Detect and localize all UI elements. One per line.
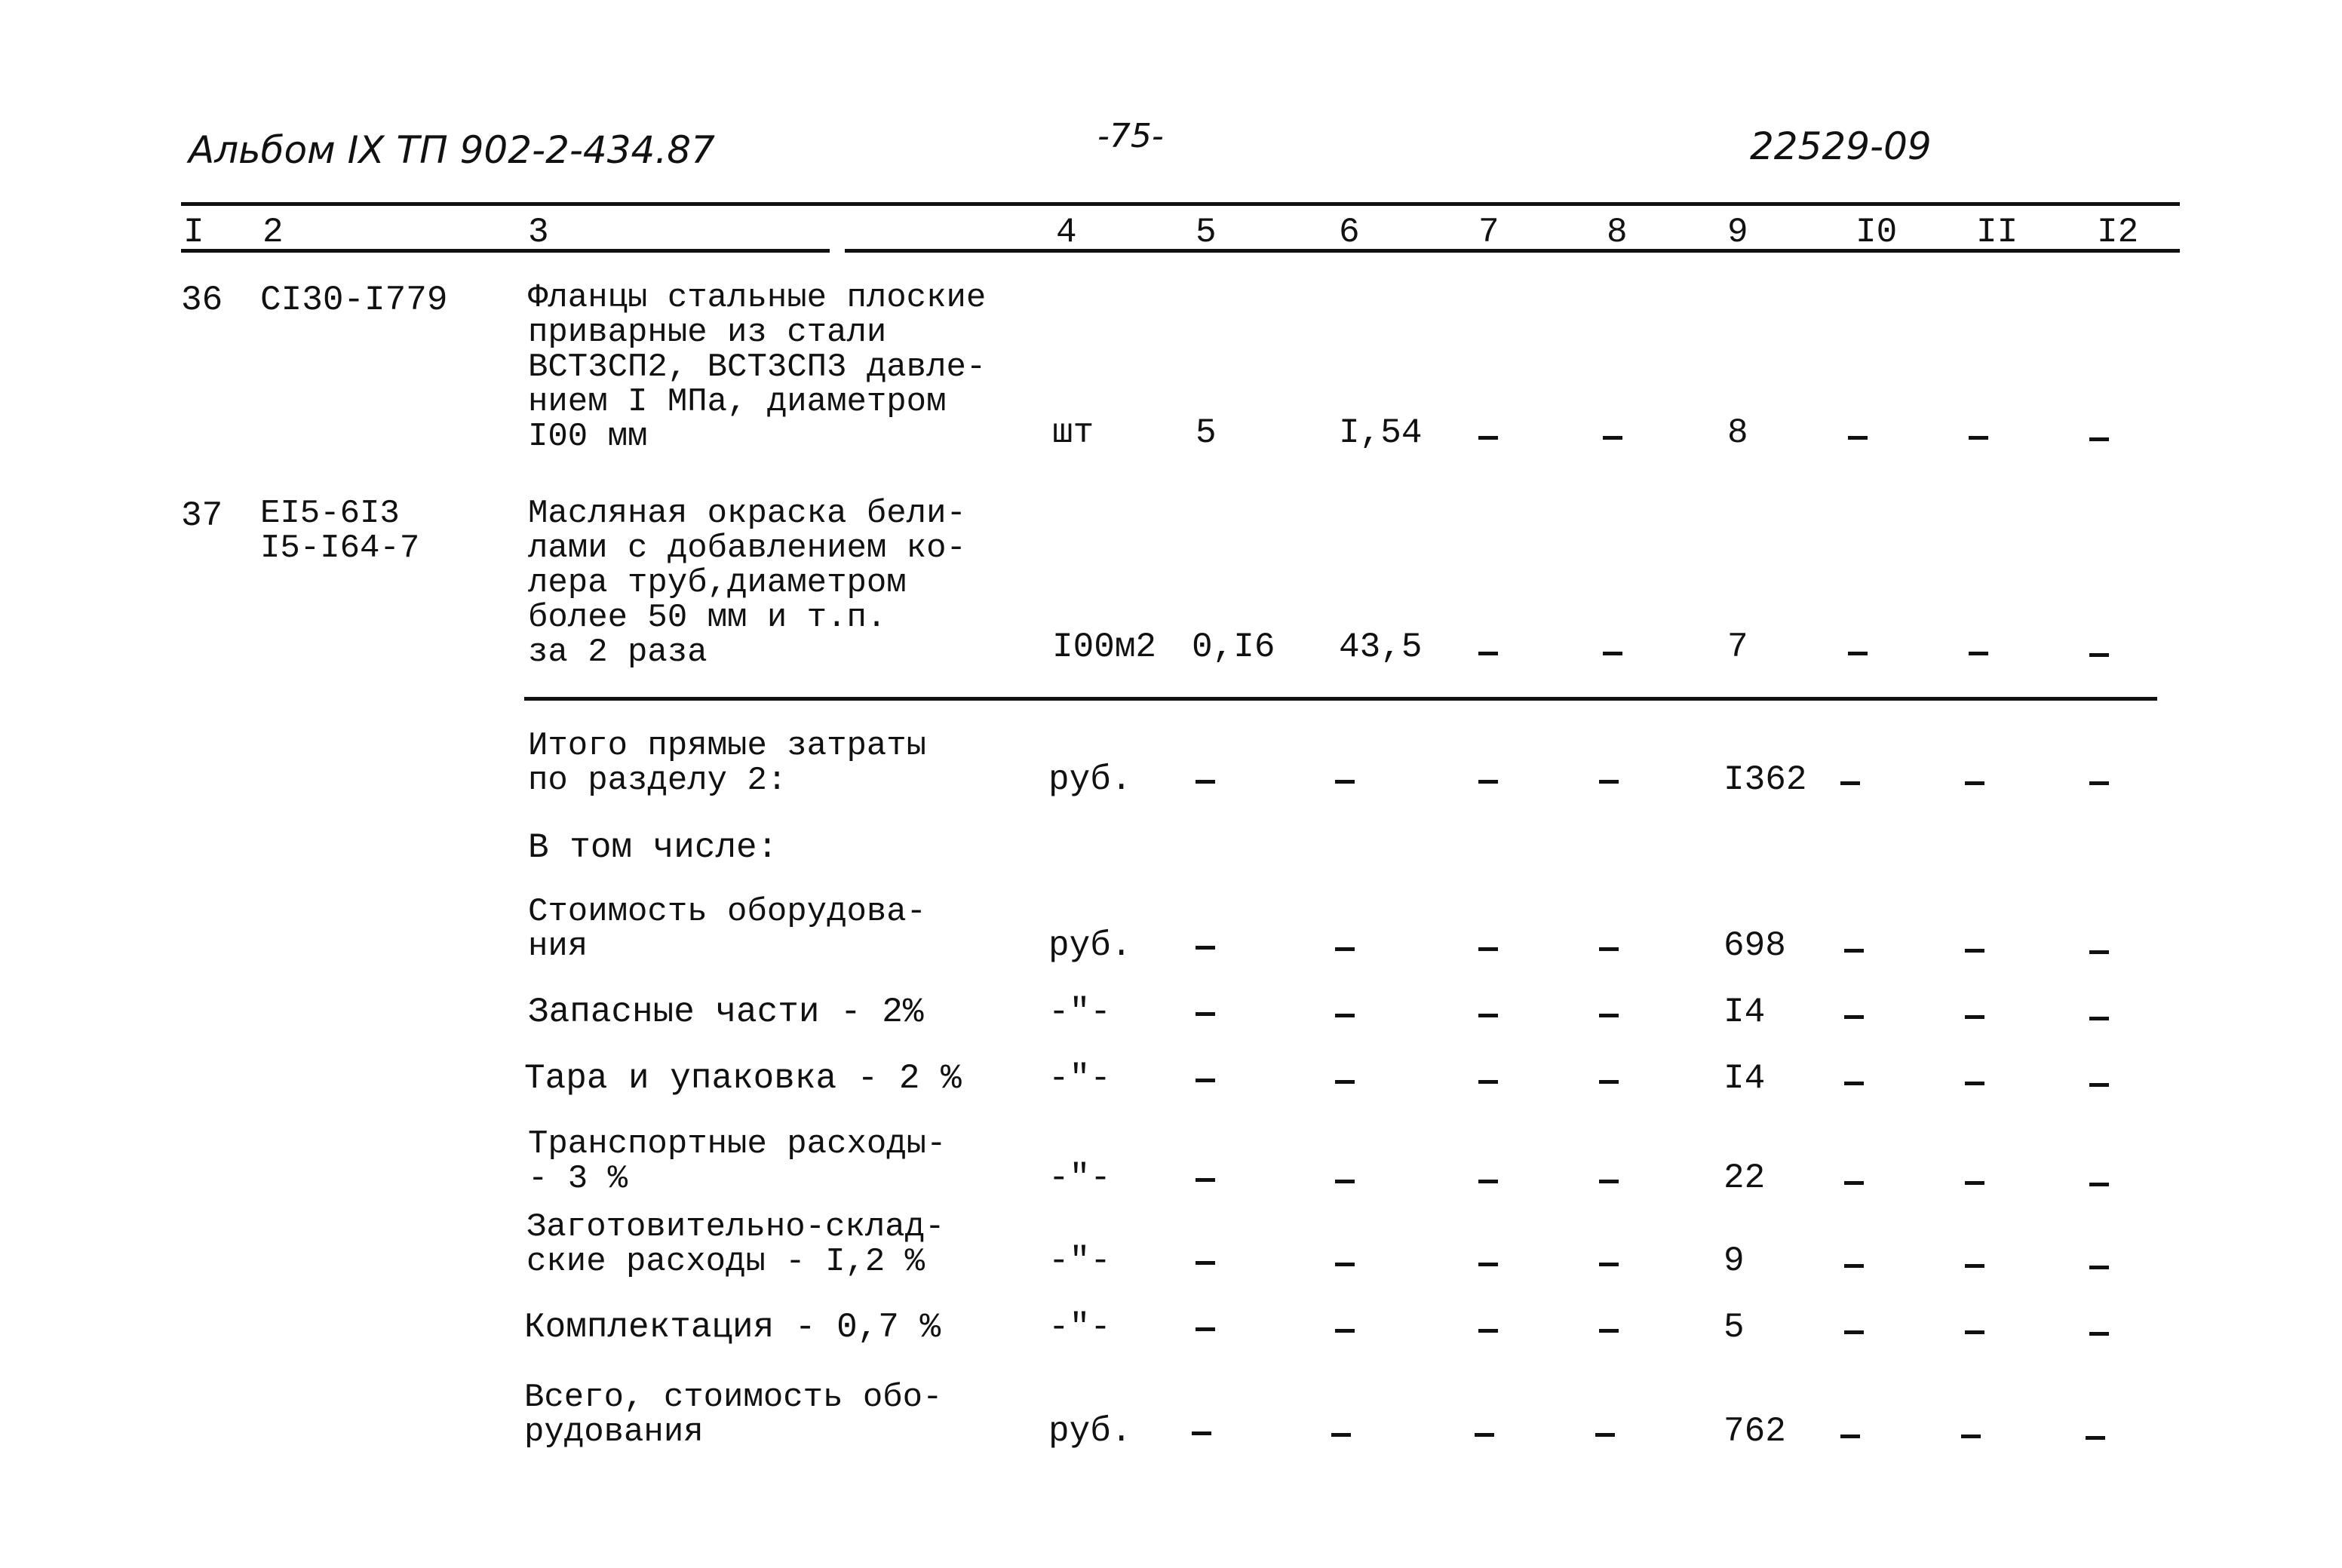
cell-dash xyxy=(1478,1080,1498,1084)
cell-dash xyxy=(1475,1433,1494,1437)
cell-cost: 22 xyxy=(1724,1158,1766,1198)
column-header: 9 xyxy=(1727,213,1748,252)
cell-dash xyxy=(1844,949,1864,953)
cell-dash xyxy=(1196,1012,1215,1016)
cell-dash xyxy=(1599,1263,1619,1266)
summary-label: Запасные части - 2% xyxy=(528,993,924,1032)
cell-dash xyxy=(1478,436,1498,440)
summary-label: Тара и упаковка - 2 % xyxy=(524,1059,962,1098)
cell-dash xyxy=(2089,1183,2109,1186)
cell-dash xyxy=(1335,1329,1355,1333)
cell-value: 43,5 xyxy=(1339,628,1423,667)
cell-dash xyxy=(1840,781,1860,785)
cell-dash xyxy=(1599,947,1619,951)
cell-dash xyxy=(1192,1431,1211,1435)
cell-dash xyxy=(1478,1014,1498,1017)
cell-dash xyxy=(1335,1263,1355,1266)
cell-dash xyxy=(1965,1264,1984,1268)
cell-unit: -"- xyxy=(1048,1308,1111,1347)
column-header: I xyxy=(183,213,204,252)
column-header: II xyxy=(1976,213,2018,252)
cell-dash xyxy=(1603,436,1622,440)
column-header: 5 xyxy=(1196,213,1217,252)
cell-dash xyxy=(1331,1433,1351,1437)
cell-cost: 7 xyxy=(1727,628,1748,667)
cell-dash xyxy=(1196,946,1215,950)
summary-subheading: В том числе: xyxy=(528,828,778,867)
cell-dash xyxy=(1335,1080,1355,1084)
cell-cost: 9 xyxy=(1724,1241,1745,1281)
cell-dash xyxy=(1478,1329,1498,1333)
cell-dash xyxy=(1965,1015,1984,1019)
cell-dash xyxy=(1965,781,1984,785)
column-header: 8 xyxy=(1607,213,1628,252)
cell-dash xyxy=(1965,1082,1984,1085)
column-header: I0 xyxy=(1855,213,1898,252)
cell-unit: I00м2 xyxy=(1052,628,1157,667)
cell-dash xyxy=(1599,1014,1619,1017)
cell-quantity: 0,I6 xyxy=(1192,628,1275,667)
column-header: I2 xyxy=(2097,213,2139,252)
cell-dash xyxy=(1840,1435,1860,1438)
cell-dash xyxy=(1478,652,1498,655)
cell-dash xyxy=(2089,437,2109,441)
document-code: 22529-09 xyxy=(1750,124,1932,168)
row-description: Фланцы стальные плоские приварные из стали ВСТ3СП2, ВСТ3СП3 давле- нием I МПа, диаметром I00 мм xyxy=(528,279,987,456)
summary-label: Всего, стоимость обо- рудования xyxy=(524,1379,943,1451)
cell-dash xyxy=(1844,1181,1864,1185)
cell-unit: руб. xyxy=(1048,1412,1132,1451)
cell-dash xyxy=(2089,1266,2109,1269)
cell-dash xyxy=(2089,1332,2109,1336)
row-number: 37 xyxy=(181,496,223,535)
cell-dash xyxy=(1599,780,1619,784)
column-header: 2 xyxy=(262,213,284,252)
summary-label: Транспортные расходы- - 3 % xyxy=(528,1125,947,1198)
album-reference: Альбом IX ТП 902-2-434.87 xyxy=(189,128,715,172)
cell-dash xyxy=(1844,1264,1864,1268)
cell-dash xyxy=(1965,1181,1984,1185)
cell-dash xyxy=(2089,1017,2109,1020)
cell-unit: -"- xyxy=(1048,993,1111,1032)
cell-dash xyxy=(2086,1436,2105,1440)
cell-cost: 8 xyxy=(1727,413,1748,453)
cell-dash xyxy=(1335,1180,1355,1183)
cell-cost: I4 xyxy=(1724,1059,1766,1098)
cell-cost: 762 xyxy=(1724,1412,1786,1451)
cell-unit: шт xyxy=(1052,413,1094,453)
cell-unit: руб. xyxy=(1048,926,1132,965)
cell-dash xyxy=(2089,781,2109,785)
cell-dash xyxy=(1969,652,1988,655)
cell-dash xyxy=(1599,1329,1619,1333)
cell-dash xyxy=(1478,1263,1498,1266)
cell-dash xyxy=(1196,1261,1215,1265)
cell-unit: -"- xyxy=(1048,1059,1111,1098)
totals-divider xyxy=(524,697,2157,701)
cell-dash xyxy=(1961,1435,1981,1438)
cell-dash xyxy=(1844,1330,1864,1334)
cell-cost: 698 xyxy=(1724,926,1786,965)
cell-dash xyxy=(1335,947,1355,951)
row-number: 36 xyxy=(181,281,223,320)
cell-unit: -"- xyxy=(1048,1158,1111,1198)
cell-dash xyxy=(1844,1082,1864,1085)
cell-dash xyxy=(1965,1330,1984,1334)
summary-label: Итого прямые затраты по разделу 2: xyxy=(528,727,927,799)
summary-label: Стоимость оборудова- ния xyxy=(528,893,927,965)
cell-dash xyxy=(1196,1079,1215,1082)
column-header: 4 xyxy=(1056,213,1077,252)
row-code: EI5-6I3 I5-I64-7 xyxy=(260,495,420,567)
row-description: Масляная окраска бели- лами с добавлением ко- лера труб,диаметром более 50 мм и т.п. за 2 раза xyxy=(528,495,966,671)
cell-dash xyxy=(1965,949,1984,953)
cell-dash xyxy=(1335,780,1355,784)
cell-cost: I362 xyxy=(1724,760,1807,799)
cell-dash xyxy=(1599,1180,1619,1183)
row-code: CI30-I779 xyxy=(260,281,448,320)
cell-dash xyxy=(2089,653,2109,657)
cell-dash xyxy=(1196,780,1215,784)
page-number: -75- xyxy=(1097,117,1164,155)
cell-dash xyxy=(1196,1327,1215,1331)
summary-label: Комплектация - 0,7 % xyxy=(524,1308,941,1347)
cell-cost: 5 xyxy=(1724,1308,1745,1347)
cell-dash xyxy=(1969,436,1988,440)
cell-dash xyxy=(1595,1433,1615,1437)
cell-quantity: 5 xyxy=(1196,413,1217,453)
cell-unit: -"- xyxy=(1048,1241,1111,1281)
column-header: 3 xyxy=(528,213,549,252)
summary-label: Заготовительно-склад- ские расходы - I,2 % xyxy=(526,1208,945,1281)
cell-dash xyxy=(2089,950,2109,954)
cell-value: I,54 xyxy=(1339,413,1423,453)
cell-dash xyxy=(2089,1083,2109,1087)
cell-dash xyxy=(1335,1014,1355,1017)
cell-dash xyxy=(1848,436,1868,440)
cell-dash xyxy=(1603,652,1622,655)
cell-dash xyxy=(1478,780,1498,784)
cell-unit: руб. xyxy=(1048,760,1132,799)
column-header: 7 xyxy=(1478,213,1499,252)
cell-dash xyxy=(1848,652,1868,655)
cell-cost: I4 xyxy=(1724,993,1766,1032)
cell-dash xyxy=(1844,1015,1864,1019)
cell-dash xyxy=(1196,1178,1215,1182)
cell-dash xyxy=(1478,1180,1498,1183)
column-header: 6 xyxy=(1339,213,1360,252)
table-top-rule xyxy=(181,202,2180,206)
cell-dash xyxy=(1478,947,1498,951)
cell-dash xyxy=(1599,1080,1619,1084)
